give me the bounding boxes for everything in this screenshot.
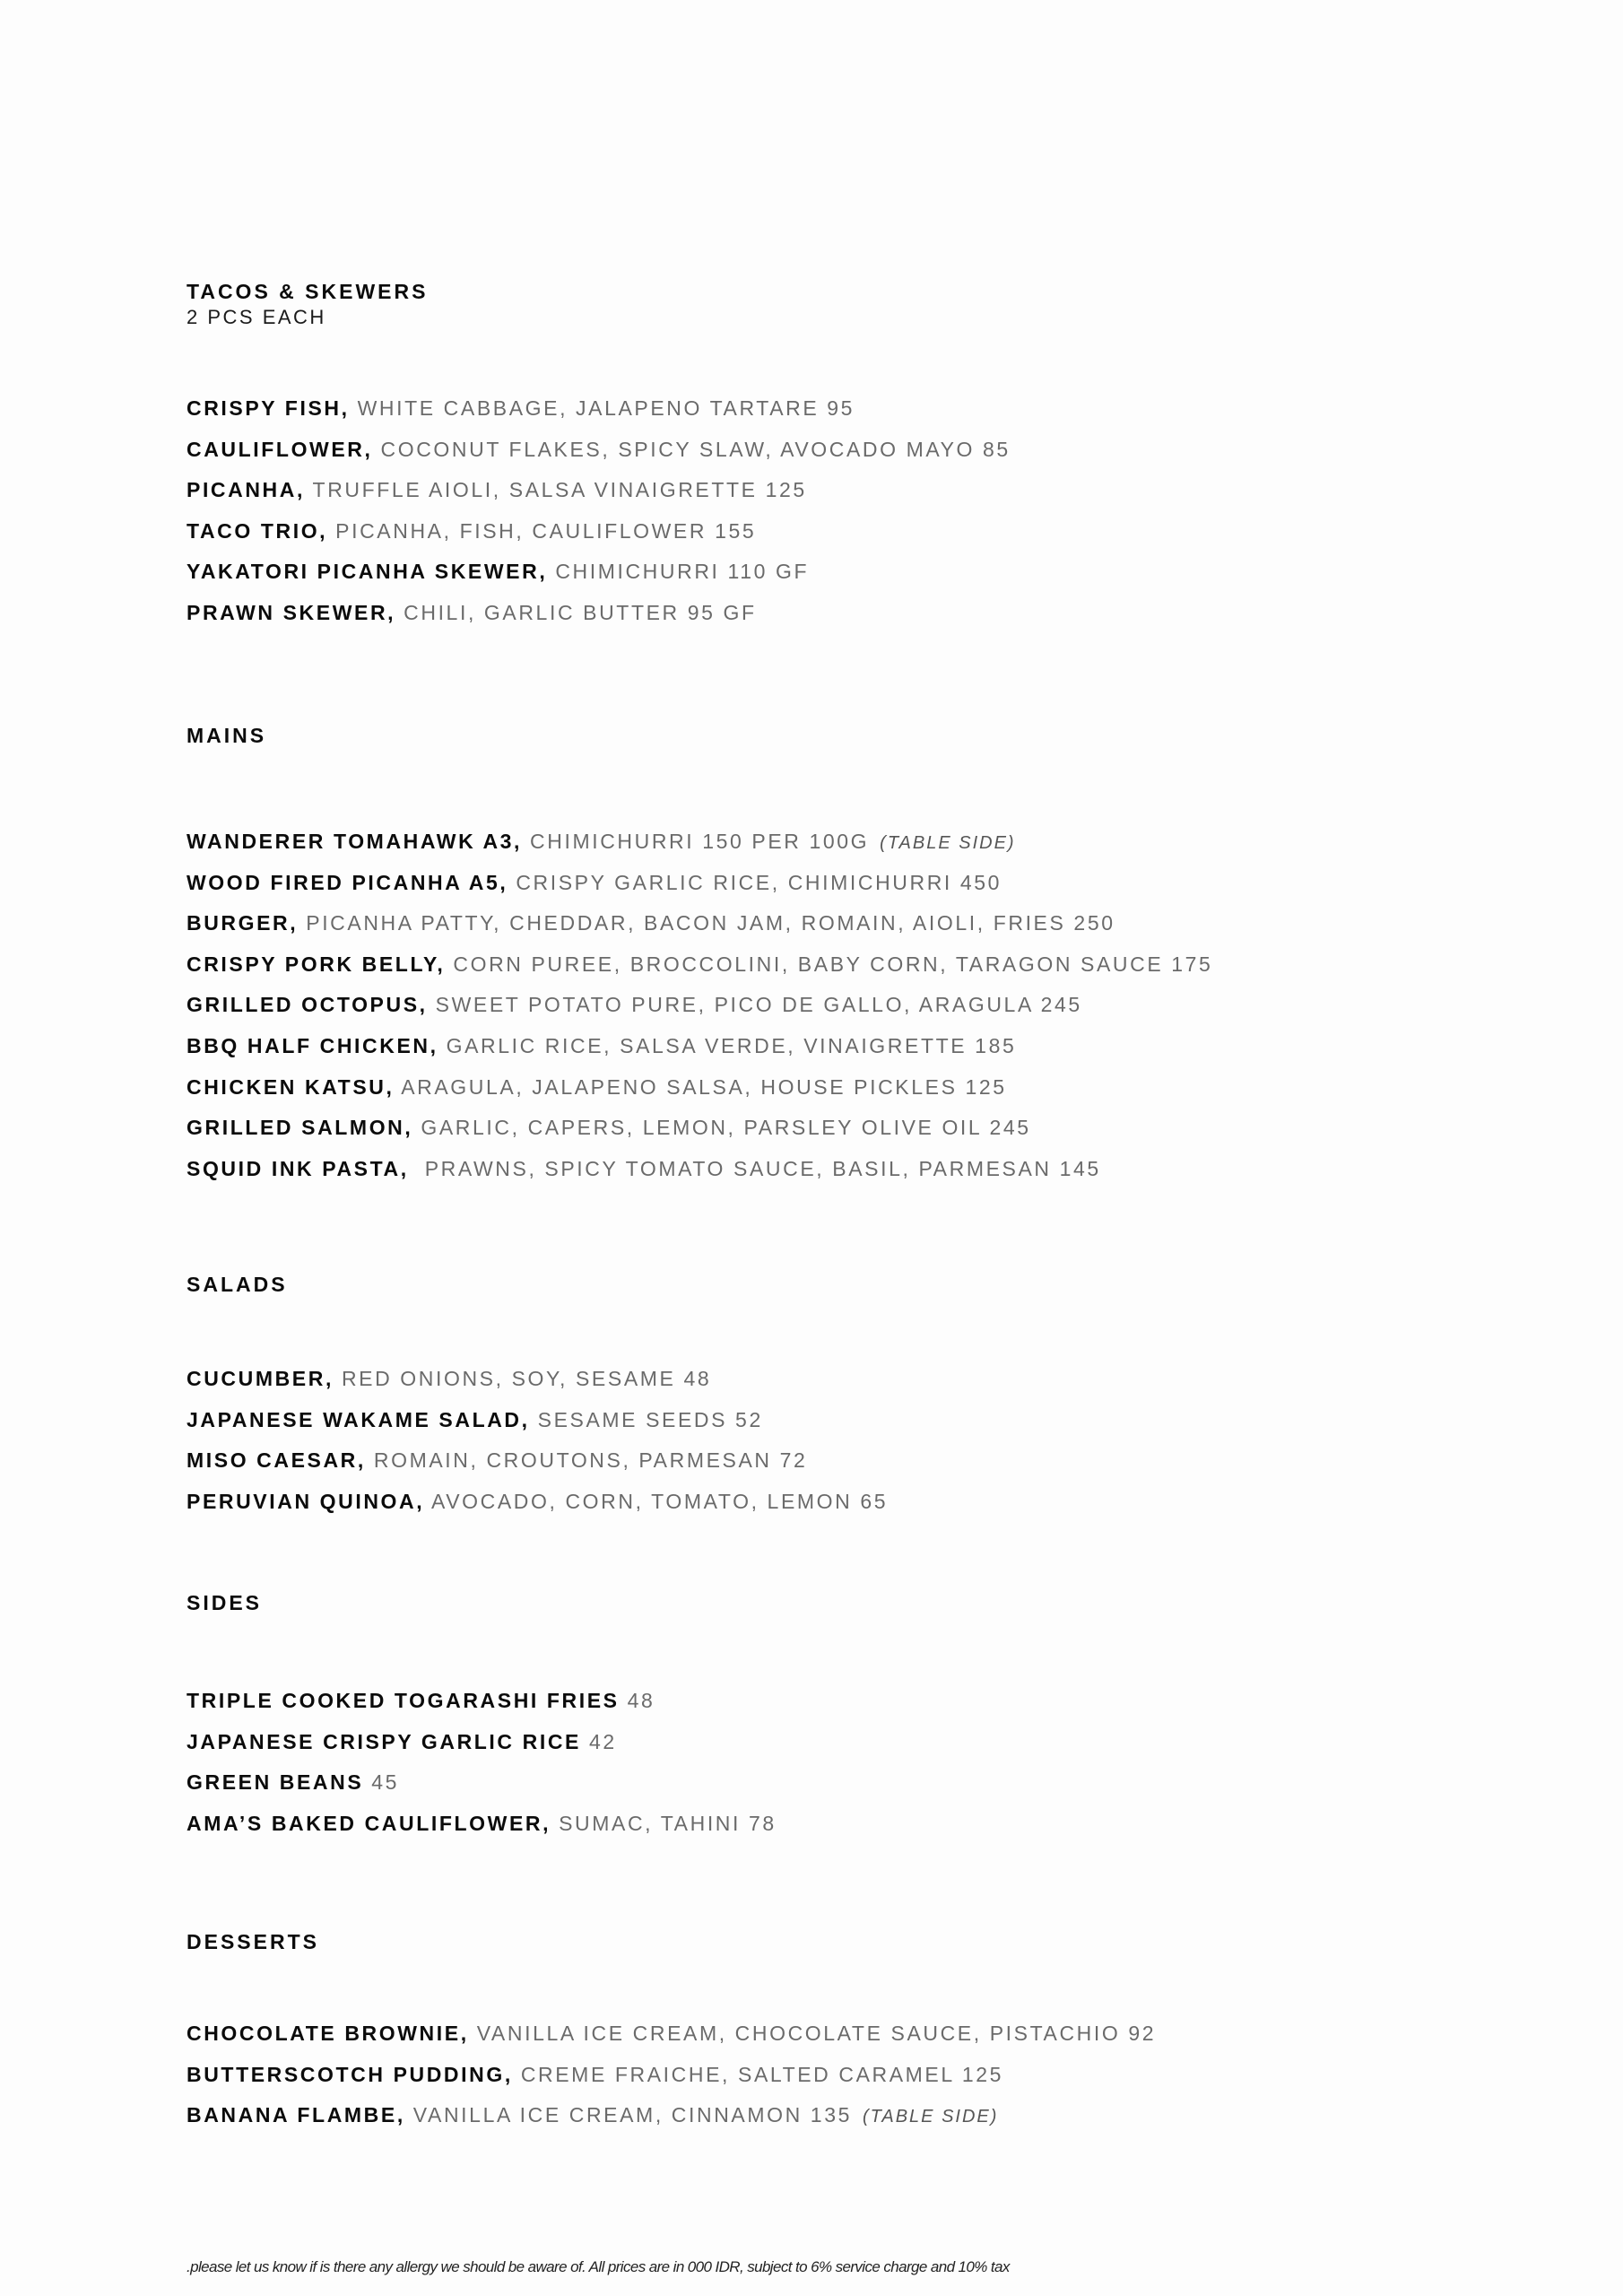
item-description: CHIMICHURRI 150 PER 100G [522,830,870,853]
item-name: JAPANESE CRISPY GARLIC RICE [187,1729,581,1753]
salads-items [187,1359,1532,1522]
menu-item [187,552,1532,593]
menu-item [187,2095,1532,2136]
tacos-skewers-items [187,388,1532,634]
item-name: BANANA FLAMBE, [187,2103,405,2127]
item-description: ARAGULA, JALAPENO SALSA, HOUSE PICKLES 125 [394,1074,1007,1099]
section-subtitle: 2 PCS EACH [187,306,326,328]
menu-item [187,985,1532,1026]
item-description: SUMAC, TAHINI 78 [551,1811,777,1835]
section-mains [187,722,1532,749]
sides-items [187,1681,1532,1844]
item-name: WOOD FIRED PICANHA A5, [187,870,508,894]
menu-item [187,863,1532,904]
item-name: CRISPY FISH, [187,396,350,420]
menu-item [187,1359,1532,1400]
item-name: AMA’S BAKED CAULIFLOWER, [187,1811,551,1835]
menu-item [187,430,1532,471]
item-name: CHOCOLATE BROWNIE, [187,2022,469,2045]
item-description: CRISPY GARLIC RICE, CHIMICHURRI 450 [508,870,1002,894]
menu-item [187,903,1532,944]
menu-item [187,470,1532,511]
item-description: PICANHA, FISH, CAULIFLOWER 155 [327,518,757,543]
menu-item [187,511,1532,552]
item-name: CRISPY PORK BELLY, [187,952,446,976]
item-name: CUCUMBER, [187,1367,334,1390]
section-title: DESSERTS [187,1930,319,1953]
item-description: AVOCADO, CORN, TOMATO, LEMON 65 [424,1489,889,1513]
section-title: MAINS [187,724,267,747]
section-salads [187,1271,1532,1298]
item-description: TRUFFLE AIOLI, SALSA VINAIGRETTE 125 [304,478,807,502]
item-name: WANDERER TOMAHAWK A3, [187,830,523,853]
item-name: CHICKEN KATSU, [187,1074,395,1099]
item-name: BUTTERSCOTCH PUDDING, [187,2062,513,2086]
item-description: PICANHA PATTY, CHEDDAR, BACON JAM, ROMAIN, AIOLI, FRIES 250 [298,911,1115,935]
menu-item [187,2013,1532,2055]
item-name: GREEN BEANS [187,1770,364,1795]
menu-item [187,944,1532,986]
item-name: CAULIFLOWER, [187,437,373,461]
item-note: (TABLE SIDE) [862,2107,999,2127]
item-description: RED ONIONS, SOY, SESAME 48 [333,1367,712,1390]
footer-note: .please let us know if is there any allergy we should be aware of. All prices are in 000 IDR, subject to 6% service charge and 10% tax [187,2258,1010,2275]
section-desserts [187,1928,1532,1955]
item-name: GRILLED SALMON, [187,1116,413,1140]
item-description: CHILI, GARLIC BUTTER 95 GF [395,600,757,624]
item-description: GARLIC RICE, SALSA VERDE, VINAIGRETTE 185 [438,1033,1017,1057]
item-name: BBQ HALF CHICKEN, [187,1033,438,1057]
item-description: VANILLA ICE CREAM, CINNAMON 135 [404,2103,852,2127]
item-name: PRAWN SKEWER, [187,600,396,624]
menu-item [187,388,1532,430]
menu-item [187,593,1532,634]
menu-item [187,1400,1532,1441]
item-description: 45 [363,1770,400,1795]
section-title: SALADS [187,1273,288,1296]
item-name: SQUID INK PASTA, [187,1156,409,1180]
item-name: TRIPLE COOKED TOGARASHI FRIES [187,1689,620,1712]
section-tacos-skewers [187,278,1532,330]
item-name: PICANHA, [187,478,305,502]
item-description: CREME FRAICHE, SALTED CARAMEL 125 [512,2062,1004,2086]
item-name: GRILLED OCTOPUS, [187,993,428,1017]
item-description: ROMAIN, CROUTONS, PARMESAN 72 [365,1448,808,1473]
item-description: SESAME SEEDS 52 [529,1407,763,1431]
menu-item [187,1482,1532,1523]
menu-item [187,1440,1532,1482]
item-description: 42 [580,1729,617,1753]
item-description: PRAWNS, SPICY TOMATO SAUCE, BASIL, PARMESAN 145 [408,1156,1101,1180]
item-note: (TABLE SIDE) [880,833,1016,853]
item-name: BURGER, [187,911,299,935]
menu-item [187,1108,1532,1149]
section-title: SIDES [187,1591,263,1614]
menu-item [187,1804,1532,1845]
item-name: JAPANESE WAKAME SALAD, [187,1407,530,1431]
item-name: MISO CAESAR, [187,1448,366,1473]
item-description: CORN PUREE, BROCCOLINI, BABY CORN, TARAGON SAUCE 175 [445,952,1213,976]
menu-item [187,1681,1532,1722]
mains-items [187,822,1532,1189]
item-description: COCONUT FLAKES, SPICY SLAW, AVOCADO MAYO 85 [372,437,1011,461]
section-title: TACOS & SKEWERS [187,280,429,303]
item-description: SWEET POTATO PURE, PICO DE GALLO, ARAGULA 245 [427,993,1082,1017]
desserts-items [187,2013,1532,2136]
item-description: VANILLA ICE CREAM, CHOCOLATE SAUCE, PISTACHIO 92 [468,2022,1157,2045]
menu-item [187,1067,1532,1109]
item-description: 48 [619,1689,655,1712]
menu-item [187,1026,1532,1067]
menu-item [187,1149,1532,1190]
item-description: CHIMICHURRI 110 GF [547,560,810,584]
item-name: PERUVIAN QUINOA, [187,1489,425,1513]
menu-item [187,1762,1532,1804]
item-name: TACO TRIO, [187,518,328,543]
item-description: WHITE CABBAGE, JALAPENO TARTARE 95 [349,396,855,420]
menu-item [187,2055,1532,2096]
section-sides [187,1589,1532,1616]
item-name: YAKATORI PICANHA SKEWER, [187,560,548,584]
menu-item [187,1722,1532,1763]
item-description: GARLIC, CAPERS, LEMON, PARSLEY OLIVE OIL 245 [412,1116,1031,1140]
menu-item [187,822,1532,863]
